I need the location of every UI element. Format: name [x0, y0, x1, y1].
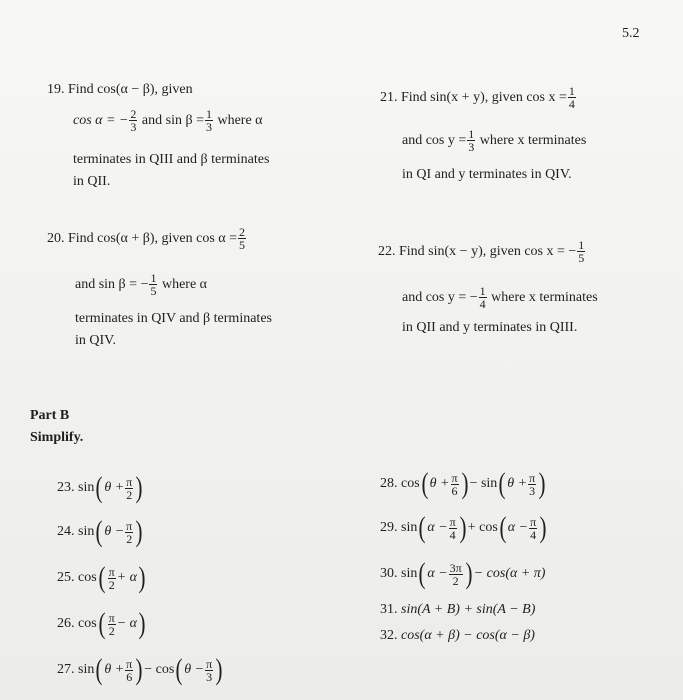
problem-19-conditions: [73, 108, 263, 133]
problem-number: 21.: [380, 89, 398, 105]
fraction: $\frac{1}{3}$: [205, 107, 212, 134]
problem-20-conditions: [75, 272, 207, 297]
problem-number: 20.: [47, 230, 65, 246]
item-27: 27. sin ( θ + $\frac{\pi}{6}$ ) − cos ( θ − $\frac{\pi}{3}$ ): [57, 653, 223, 686]
condition-text: where x terminates: [479, 132, 587, 148]
condition-text: cos α = −: [73, 112, 129, 128]
fraction: $\frac{1}{3}$: [468, 127, 475, 154]
condition-text: and sin β =: [141, 112, 204, 128]
condition-text: and cos y =: [402, 132, 467, 148]
fraction: $\frac{1}{4}$: [479, 284, 486, 311]
item-25: 25. cos ( $\frac{\pi}{2}$ + α ): [57, 561, 146, 594]
problem-number: 19.: [47, 82, 65, 97]
item-31: 31. sin(A + B) + sin(A − B): [380, 602, 536, 617]
item-23: 23. sin ( θ + $\frac{\pi}{2}$ ): [57, 471, 143, 504]
problem-19-line3: terminates in QIII and β terminates: [73, 152, 270, 167]
problem-number: 22.: [378, 243, 396, 259]
problem-stem: Find sin(x − y), given cos x = −: [399, 243, 577, 259]
fraction: $\frac{1}{5}$: [578, 238, 585, 265]
item-26: 26. cos ( $\frac{\pi}{2}$ − α ): [57, 607, 146, 640]
fraction: $\frac{1}{4}$: [568, 84, 575, 111]
item-24: 24. sin ( θ − $\frac{\pi}{2}$ ): [57, 515, 143, 548]
fraction: $\frac{1}{5}$: [150, 271, 157, 298]
problem-21-conditions: [402, 128, 586, 153]
fraction: $\frac{2}{3}$: [130, 107, 137, 134]
condition-text: and cos y = −: [402, 289, 478, 305]
problem-21-line3: in QI and y terminates in QIV.: [402, 167, 572, 182]
problem-20-line4: in QIV.: [75, 333, 116, 348]
problem-20: [47, 226, 247, 251]
problem-stem: Find sin(x + y), given cos x =: [401, 89, 567, 105]
item-28: 28. cos ( θ + $\frac{\pi}{6}$ ) − sin ( θ + $\frac{\pi}{3}$ ): [380, 467, 546, 500]
item-32: 32. cos(α + β) − cos(α − β): [380, 628, 535, 643]
problem-19: [47, 82, 193, 98]
item-30: 30. sin ( α − $\frac{3\pi}{2}$ ) − cos(α + π): [380, 557, 546, 590]
condition-text: where α: [217, 112, 263, 128]
part-b-subtitle: Simplify.: [30, 430, 84, 445]
item-29: 29. sin ( α − $\frac{\pi}{4}$ ) + cos ( α − $\frac{\pi}{4}$ ): [380, 511, 547, 544]
fraction: $\frac{2}{5}$: [239, 225, 246, 252]
condition-text: and sin β = −: [75, 276, 149, 292]
problem-21: [380, 85, 577, 110]
page-number: 5.2: [622, 26, 640, 41]
problem-22-conditions: [402, 285, 598, 310]
problem-22-line3: in QII and y terminates in QIII.: [402, 320, 578, 335]
problem-stem: Find cos(α + β), given cos α =: [68, 230, 238, 246]
problem-19-line4: in QII.: [73, 174, 111, 189]
problem-stem: Find cos(α − β), given: [68, 82, 193, 97]
condition-text: where x terminates: [491, 289, 598, 305]
part-b-title: Part B: [30, 408, 70, 423]
problem-22: [378, 239, 586, 264]
condition-text: where α: [161, 276, 208, 292]
problem-20-line3: terminates in QIV and β terminates: [75, 311, 272, 326]
